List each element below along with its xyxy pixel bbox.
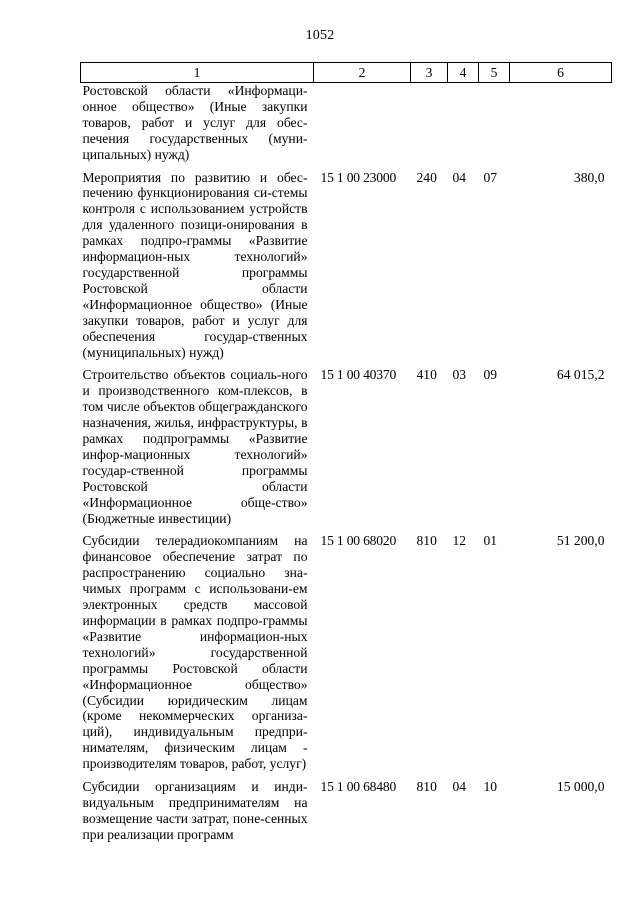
row-subsection: 10 (483, 779, 498, 795)
row-expense-type (411, 83, 448, 163)
row-section: 03 (452, 367, 467, 383)
row-target-code: 15 1 00 68020 (320, 533, 397, 549)
row-spacer (81, 526, 612, 533)
row-subsection: 09 (483, 367, 498, 383)
header-row (81, 63, 612, 83)
row-target-code: 15 1 00 23000 (320, 169, 397, 185)
row-subsection: 01 (483, 533, 498, 549)
row-section: 04 (452, 779, 467, 795)
row-expense-type: 410 (416, 367, 437, 383)
row-name: Субсидии организациям и инди-видуальным предпринимателям на возмещение части затрат, поне-сенных при реализации программ (82, 779, 308, 842)
row-name: Субсидии телерадиокомпаниям на финансовое обеспечение затрат по распространению социально зна-чимых программ с использовани-ем электронных средств массовой информации в рамках подпро-граммы «Развитие информацион-ных технологий» государственной программы Ростовской области «Информационное общество» (Субсидии юридическим лицам (кроме некоммерческих организа-ций), индивидуальным предпри-нимателям, физическим лицам - производителям товаров, работ, услуг) (82, 533, 308, 772)
table-row (81, 170, 612, 361)
row-expense-type: 810 (416, 779, 437, 795)
table-header (81, 63, 612, 83)
budget-table (80, 62, 612, 843)
row-name: Строительство объектов социаль-ного и производственного ком-плексов, в том числе объектов общегражданского назначения, жилья, инфраструктуры, в рамках подпрограммы «Развитие инфор-мационных технологий» государ-ственной программы Ростовской области «Информационное обще-ство» (Бюджетные инвестиции) (82, 367, 308, 526)
column-header-section: 4 (448, 63, 479, 83)
row-section: 12 (452, 533, 467, 549)
table-body (81, 83, 612, 843)
row-amount: 380,0 (573, 169, 605, 185)
column-header-code: 2 (314, 63, 411, 83)
row-spacer (81, 772, 612, 779)
row-name: Мероприятия по развитию и обес-печению функционирования си-стемы контроля с использованием устройств для удаленного позици-онирования в рамках подпро-граммы «Развитие информацион-ных технологий» государственной программы Ростовской области «Информационное общество» (Иные закупки товаров, работ и услуг для обеспечения государ-ственных (муниципальных) нужд) (82, 169, 308, 360)
row-target-code (314, 83, 411, 163)
column-header-name: 1 (81, 63, 314, 83)
row-section: 04 (452, 169, 467, 185)
column-header-expense-type: 3 (411, 63, 448, 83)
row-expense-type: 810 (416, 533, 437, 549)
table-row (81, 367, 612, 526)
row-target-code: 15 1 00 68480 (320, 779, 397, 795)
column-header-amount: 6 (510, 63, 612, 83)
row-amount: 64 015,2 (556, 367, 605, 383)
row-section (448, 83, 479, 163)
row-amount: 15 000,0 (556, 779, 605, 795)
row-amount (510, 83, 612, 163)
row-spacer (81, 360, 612, 367)
row-expense-type: 240 (416, 169, 437, 185)
row-subsection (479, 83, 510, 163)
table-row (81, 779, 612, 843)
page-number: 1052 (305, 28, 335, 43)
table-row (81, 533, 612, 772)
row-amount: 51 200,0 (556, 533, 605, 549)
row-target-code: 15 1 00 40370 (320, 367, 397, 383)
table-row (81, 83, 612, 163)
row-subsection: 07 (483, 169, 498, 185)
column-header-subsection: 5 (479, 63, 510, 83)
row-spacer (81, 163, 612, 170)
row-name: Ростовской области «Информаци-онное общество» (Иные закупки товаров, работ и услуг для обес-печения государственных (муни-ципальных) нужд) (82, 83, 308, 162)
